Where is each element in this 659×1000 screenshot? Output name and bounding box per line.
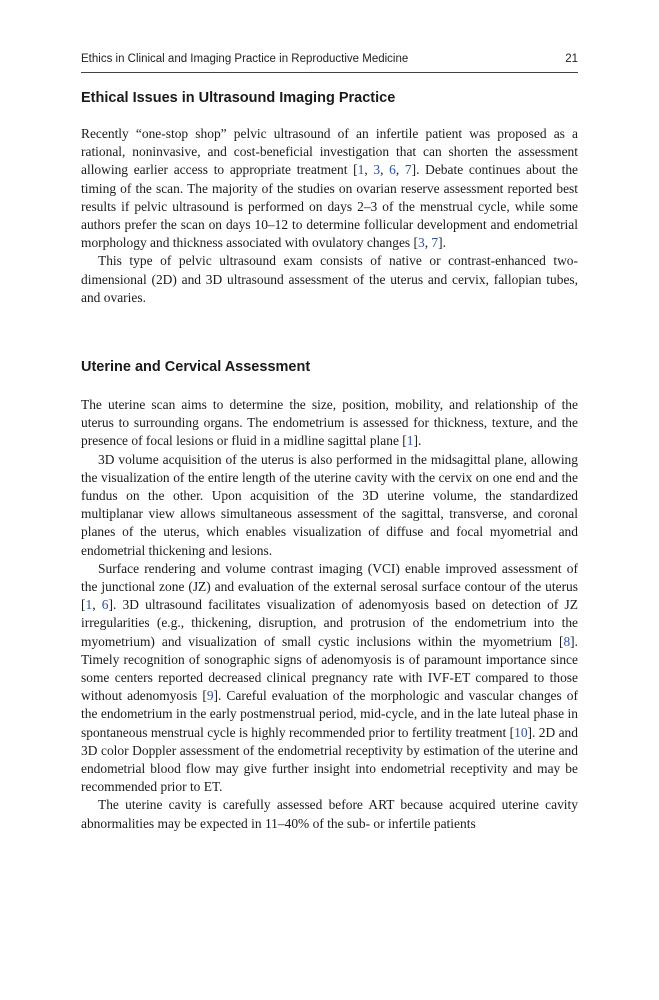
citation-link[interactable]: 6 [101, 597, 109, 613]
page-number: 21 [565, 53, 578, 65]
citation-link[interactable]: 1 [406, 433, 414, 449]
citation-link[interactable]: 1 [85, 597, 93, 613]
section-body-ethical-issues [81, 125, 578, 307]
citation-link[interactable]: 3 [417, 235, 425, 251]
citation-link[interactable]: 3 [373, 162, 381, 178]
citation-link[interactable]: 7 [404, 162, 412, 178]
paragraph: Surface rendering and volume contrast imaging (VCI) enable improved assessment of the junctional zone (JZ) and evaluation of the external serosal surface contour of the uterus [1, 6]. 3D ultrasound facilitates visualization of adenomyosis based on detection of JZ irregularities (e.g., thickening, disruption, and protrusion of the endometrium into the myometrium) and visualization of small cystic inclusions within the myometrium [8]. Timely recognition of sonographic signs of adenomyosis is of paramount importance since some centers reported decreased clinical pregnancy rate with IVF-ET compared to those without adenomyosis [9]. Careful evaluation of the morphologic and vascular changes of the endometrium in the early postmenstrual period, mid-cycle, and in the late luteal phase in spontaneous menstrual cycle is highly recommended prior to fertility treatment [10]. 2D and 3D color Doppler assessment of the endometrial receptivity by estimation of the uterine and endometrial blood flow may give further insight into endometrial receptivity and may be recommended prior to ET. [81, 560, 578, 795]
citation-link[interactable]: 10 [514, 724, 528, 740]
paragraph: 3D volume acquisition of the uterus is also performed in the midsagittal plane, allowing the visualization of the entire length of the uterine cavity with the cervix on one end and the fundus on the other. Upon acquisition of the 3D uterine volume, the standardized multiplanar view allows simultaneous assessment of the sagittal, transverse, and coronal planes of the uterus, which enables visualization of diffuse and focal myometrial and endometrial thickening and lesions. [81, 451, 578, 558]
citation-link[interactable]: 6 [389, 162, 396, 178]
paragraph: This type of pelvic ultrasound exam consists of native or contrast-enhanced two-dimensional (2D) and 3D ultrasound assessment of the uterus and cervix, fallopian tubes, and ovaries. [81, 253, 578, 305]
citation-link[interactable]: 1 [357, 162, 365, 178]
section-body-uterine-cervical [81, 396, 578, 833]
header-rule [81, 72, 578, 73]
citation-link[interactable]: 8 [563, 633, 571, 649]
citation-link[interactable]: 7 [431, 235, 439, 251]
paragraph: The uterine cavity is carefully assessed before ART because acquired uterine cavity abnormalities may be expected in 11–40% of the sub- or infertile patients [81, 797, 578, 831]
paragraph: Recently “one-stop shop” pelvic ultrasound of an infertile patient was proposed as a rational, noninvasive, and cost-beneficial investigation that can shorten the assessment allowing earlier access to appropriate treatment [1, 3, 6, 7]. Debate continues about the timing of the scan. The majority of the studies on ovarian reserve assessment reported best results if pelvic ultrasound is performed on days 2–3 of the menstrual cycle, while some authors prefer the scan on days 10–12 to determine follicular development and endometrial morphology and thickness associated with ovulatory changes [3, 7]. [81, 126, 579, 251]
paragraph: The uterine scan aims to determine the size, position, mobility, and relationship of the uterus to surrounding organs. The endometrium is assessed for thickness, texture, and the presence of focal lesions or fluid in a midline sagittal plane [1]. [81, 397, 578, 449]
running-header-title: Ethics in Clinical and Imaging Practice in Reproductive Medicine [81, 53, 409, 65]
section-heading-uterine-cervical: Uterine and Cervical Assessment [81, 359, 311, 375]
section-heading-ethical-issues: Ethical Issues in Ultrasound Imaging Practice [81, 90, 396, 106]
citation-link[interactable]: 9 [206, 688, 214, 704]
